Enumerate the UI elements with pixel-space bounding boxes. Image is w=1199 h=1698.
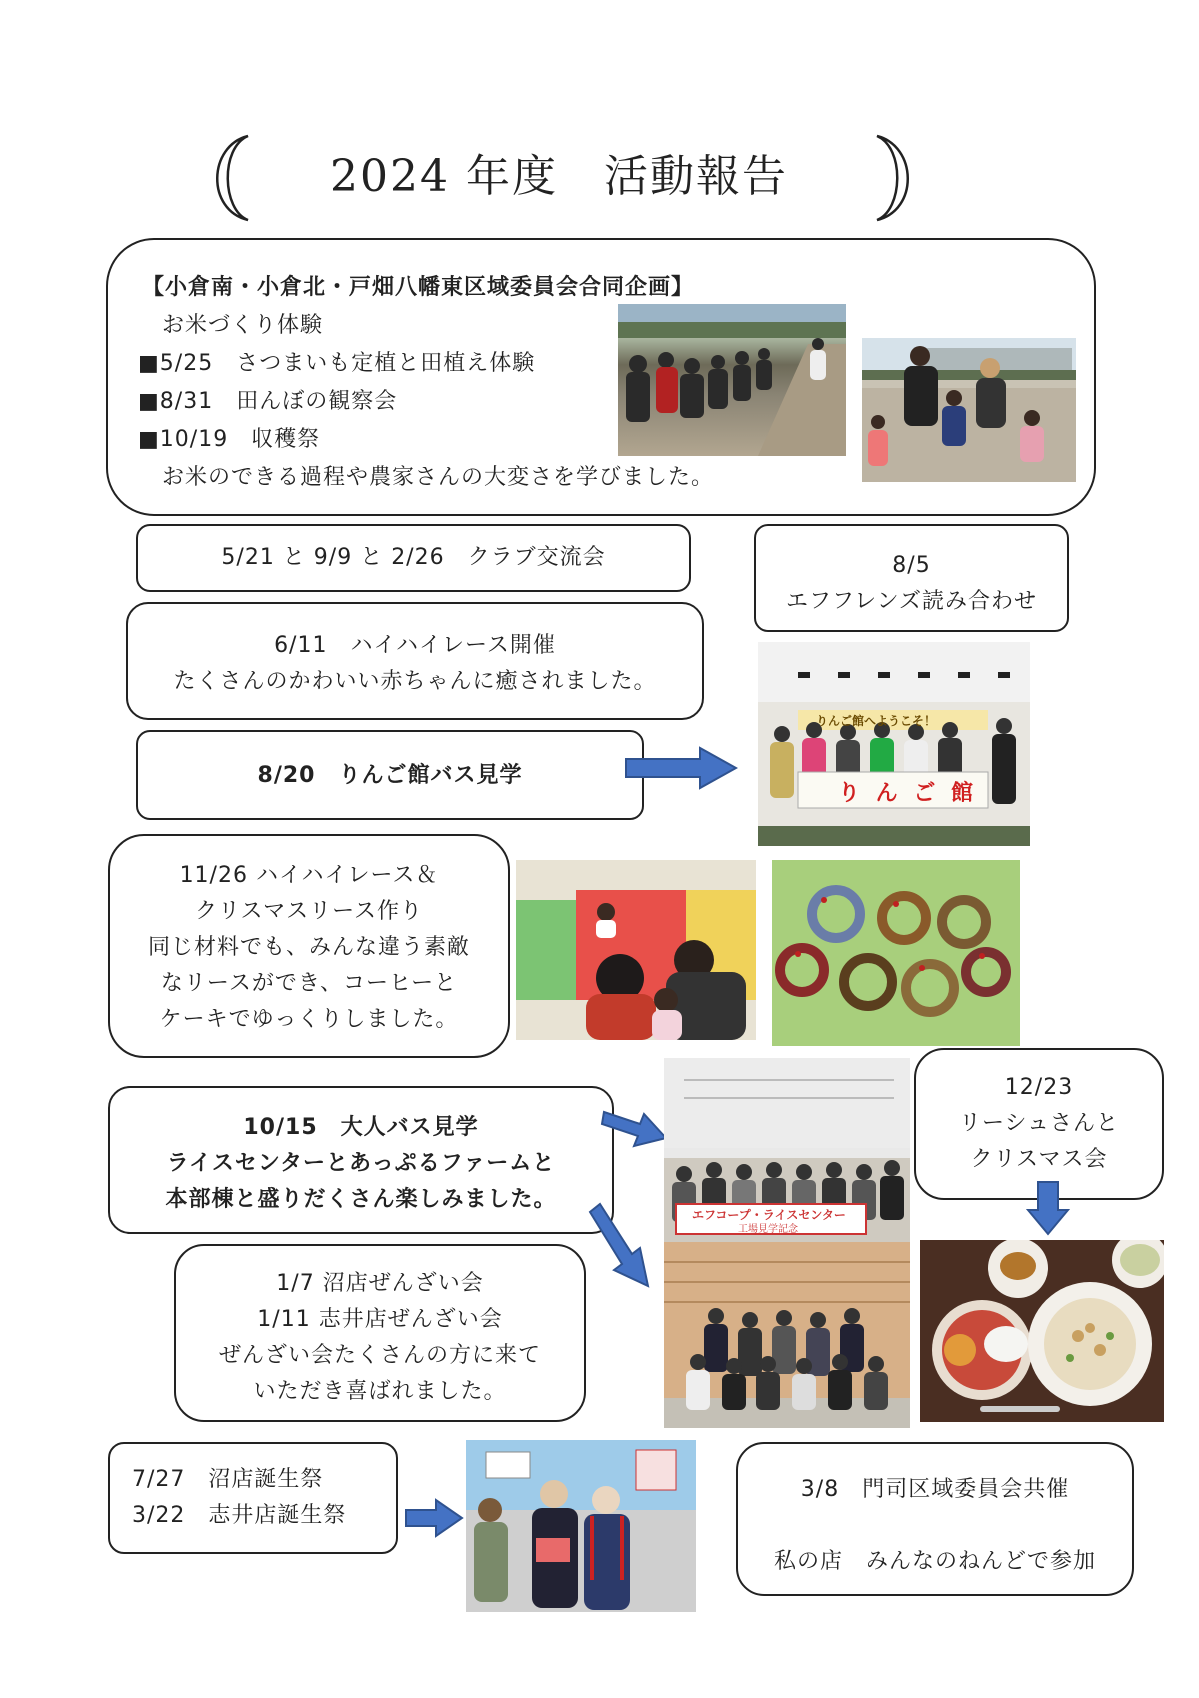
adult-bus-tour-box	[108, 1086, 614, 1234]
club-exchange-text: 5/21 と 9/9 と 2/26 クラブ交流会	[221, 545, 606, 570]
zenzai-line: いただき喜ばれました。	[253, 1379, 507, 1404]
arrow-down-right-icon	[588, 1200, 654, 1290]
birthday-line: 7/27 沼店誕生祭	[132, 1467, 324, 1492]
page-title: 2024 年度 活動報告	[330, 151, 788, 202]
adult-bus-line: ライスセンターとあっぷるファームと	[166, 1151, 556, 1176]
joint-item: ■8/31 田んぼの観察会	[138, 389, 398, 414]
birthday-festival-box	[108, 1442, 398, 1554]
arrow-right-icon	[624, 746, 738, 790]
crescent-moon-left-icon	[200, 132, 260, 224]
xmas-line: 同じ材料でも、みんな違う素敵	[147, 935, 470, 960]
xmas-wreath-box	[108, 834, 510, 1058]
apple-farm-group-photo	[664, 1242, 910, 1428]
christmas-party-box	[914, 1048, 1164, 1200]
joint-subtitle: お米づくり体験	[162, 313, 324, 338]
haihai-note: たくさんのかわいい赤ちゃんに癒されました。	[173, 669, 657, 694]
birthday-line: 3/22 志井店誕生祭	[132, 1503, 347, 1528]
f-friends-box	[754, 524, 1069, 632]
ringo-bus-text: 8/20 りんご館バス見学	[257, 763, 523, 788]
birthday-festival-photo	[466, 1440, 696, 1612]
moji-line: 私の店 みんなのねんどで参加	[773, 1549, 1096, 1574]
xmas-party-line: クリスマス会	[970, 1147, 1108, 1172]
joint-item: ■10/19 収穫祭	[138, 427, 321, 452]
rice-center-banner-sub: 工場見学記念	[738, 1224, 798, 1235]
rice-planting-photo	[618, 304, 846, 456]
arrow-down-right-icon	[600, 1100, 670, 1150]
joint-heading: 【小倉南・小倉北・戸畑八幡東区域委員会合同企画】	[142, 275, 695, 300]
f-friends-title: エフフレンズ読み合わせ	[786, 589, 1037, 614]
moji-line: 3/8 門司区域委員会共催	[800, 1477, 1070, 1502]
ringo-welcome-sign: りんご館へようこそ！	[816, 714, 937, 728]
zenzai-line: 1/7 沼店ぜんざい会	[276, 1271, 484, 1296]
adult-bus-line: 本部棟と盛りだくさん楽しみました。	[165, 1187, 557, 1212]
haihai-race-box	[126, 602, 704, 720]
crescent-moon-right-icon	[865, 132, 925, 224]
moji-joint-box	[736, 1442, 1134, 1596]
club-exchange-box	[136, 524, 691, 592]
rice-center-banner: エフコープ・ライスセンター	[692, 1208, 846, 1222]
f-friends-date: 8/5	[892, 553, 931, 578]
xmas-party-line: リーシュさんと	[958, 1111, 1120, 1136]
baby-race-photo	[516, 860, 756, 1040]
ringo-bus-box	[136, 730, 644, 820]
christmas-meal-photo	[920, 1240, 1164, 1422]
ringo-banner-text: り ん ご 館	[838, 781, 977, 806]
xmas-line: なリースができ、コーヒーと	[160, 971, 458, 996]
zenzai-line: 1/11 志井店ぜんざい会	[257, 1307, 503, 1332]
xmas-line: ケーキでゆっくりしました。	[159, 1007, 459, 1032]
xmas-line: クリスマスリース作り	[194, 899, 424, 924]
adult-bus-line: 10/15 大人バス見学	[243, 1115, 479, 1140]
joint-note: お米のできる過程や農家さんの大変さを学びました。	[162, 465, 715, 490]
rice-center-group-photo	[664, 1058, 910, 1242]
arrow-right-icon	[404, 1498, 464, 1538]
zenzai-line: ぜんざい会たくさんの方に来て	[218, 1343, 541, 1368]
xmas-line: 11/26 ハイハイレース＆	[179, 863, 439, 888]
family-rice-field-photo	[862, 338, 1076, 482]
xmas-party-line: 12/23	[1004, 1075, 1074, 1100]
arrow-down-icon	[1026, 1180, 1070, 1236]
ringo-kan-group-photo	[758, 642, 1030, 846]
zenzai-box	[174, 1244, 586, 1422]
haihai-date: 6/11 ハイハイレース開催	[274, 633, 556, 658]
joint-item: ■5/25 さつまいも定植と田植え体験	[138, 351, 536, 376]
christmas-wreaths-photo	[772, 860, 1020, 1046]
